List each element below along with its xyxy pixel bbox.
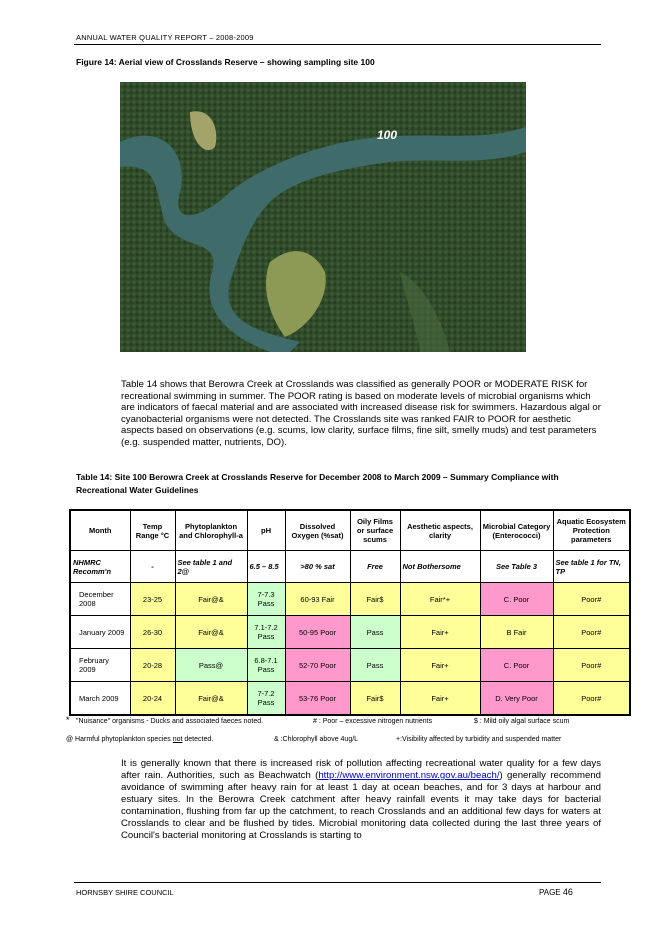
table-cell: December 2008 — [70, 583, 130, 616]
table-cell: March 2009 — [70, 682, 130, 716]
figure-caption: Figure 14: Aerial view of Crosslands Reserve – showing sampling site 100 — [76, 57, 375, 67]
table-cell: Not Bothersome — [400, 551, 480, 583]
table-cell: C. Poor — [480, 583, 553, 616]
nhmrc-row — [70, 551, 630, 583]
column-header: Microbial Category (Enterococci) — [480, 510, 553, 551]
footnote-nuisance: "Nuisance" organisms - Ducks and associated faeces noted. — [76, 718, 264, 725]
table-cell: 60-93 Fair — [285, 583, 350, 616]
table-cell: Fair@& — [175, 682, 247, 716]
paragraph-intro: Table 14 shows that Berowra Creek at Crosslands was classified as generally POOR or MODERATE RISK for recreational swimming in summer. The POOR rating is based on moderate levels of microbial organisms which are indicators of faecal material and are associated with increased disease risk for swimmers. Hazardous algal or cyanobacterial organisms were not detected. The Crosslands site was ranked FAIR to POOR for aesthetic aspects based on observations (e.g. scums, low clarity, surface films, fine silt, smelly muds) and test parameters (e.g. suspended matter, nutrients, DO). — [121, 379, 601, 448]
table-row — [70, 649, 630, 682]
table-cell: Fair$ — [350, 682, 400, 716]
table-cell: February 2009 — [70, 649, 130, 682]
table-cell: NHMRC Recomm'n — [70, 551, 130, 583]
table-cell: Poor# — [553, 583, 630, 616]
table-cell: >80 % sat — [285, 551, 350, 583]
table-cell: See table 1 for TN, TP — [553, 551, 630, 583]
column-header: Oily Films or surface scums — [350, 510, 400, 551]
table-cell: 53-76 Poor — [285, 682, 350, 716]
table-cell: Pass@ — [175, 649, 247, 682]
table-cell: January 2009 — [70, 616, 130, 649]
footer-rule — [74, 882, 601, 883]
column-header: Aesthetic aspects, clarity — [400, 510, 480, 551]
table-cell: Fair+ — [400, 616, 480, 649]
report-header: ANNUAL WATER QUALITY REPORT – 2008-2009 — [76, 33, 254, 42]
footnote-star: * — [66, 715, 70, 725]
column-header: pH — [247, 510, 285, 551]
table-cell: Poor# — [553, 649, 630, 682]
table-cell: Pass — [350, 649, 400, 682]
footer-council: HORNSBY SHIRE COUNCIL — [76, 888, 174, 897]
table-cell: Fair*+ — [400, 583, 480, 616]
column-header: Phytoplankton and Chlorophyll-a — [175, 510, 247, 551]
table-cell: B Fair — [480, 616, 553, 649]
table-row — [70, 616, 630, 649]
table-cell: Fair@& — [175, 616, 247, 649]
table-row — [70, 583, 630, 616]
table-caption: Table 14: Site 100 Berowra Creek at Crosslands Reserve for December 2008 to March 2009 – Summary Compliance with Recreational Water Guidelines — [76, 472, 559, 495]
table-cell: Poor# — [553, 616, 630, 649]
footnote-nitrogen: # : Poor – excessive nitrogen nutrients — [313, 718, 433, 725]
table-cell: See table 1 and 2@ — [175, 551, 247, 583]
table-cell: Fair+ — [400, 682, 480, 716]
table-cell: 20-28 — [130, 649, 175, 682]
footnote-oily: $ : Mild oily algal surface scum — [474, 718, 570, 725]
table-cell: Fair$ — [350, 583, 400, 616]
table-cell: 50-95 Poor — [285, 616, 350, 649]
table-cell: 52-70 Poor — [285, 649, 350, 682]
table-cell: - — [130, 551, 175, 583]
header-rule — [74, 44, 601, 45]
column-header: Dissolved Oxygen (%sat) — [285, 510, 350, 551]
page-number: PAGE 46 — [539, 887, 573, 897]
table-cell: 20-24 — [130, 682, 175, 716]
table-cell: 26-30 — [130, 616, 175, 649]
table-cell: Fair+ — [400, 649, 480, 682]
table-cell: 6.8-7.1 Pass — [247, 649, 285, 682]
paragraph-rain-risk: It is generally known that there is increased risk of pollution affecting recreational water quality for a few days after rain. Authorities, such as Beachwatch (http://www.environment.nsw.gov.au/beach/) generally recommend avoidance of swimming after heavy rain for at least 1 day at ocean beaches, and for 3 days at harbour and estuary sites. In the Berowra Creek catchment after heavy rainfall events it may take days for bacterial contamination, flushing from far up the catchment, to reach Crosslands and an additional few days for waters at Crosslands to clear and be flushed by tides. Microbial monitoring data collected during the last three years of Council's bacterial monitoring at Crosslands is starting to — [121, 758, 601, 841]
footnote-chlorophyll: & :Chlorophyll above 4ug/L — [274, 736, 359, 743]
table-cell: D. Very Poor — [480, 682, 553, 716]
footnote-visibility: +:Visibility affected by turbidity and suspended matter — [396, 736, 562, 743]
table-header-row — [70, 510, 630, 551]
table-cell: C. Poor — [480, 649, 553, 682]
table-cell: 7-7.2 Pass — [247, 682, 285, 716]
footnote-harmful: @ Harmful phytoplankton species not detected. — [66, 736, 214, 743]
compliance-table — [69, 509, 631, 716]
beachwatch-link[interactable]: http://www.environment.nsw.gov.au/beach/ — [318, 770, 500, 781]
table-cell: Poor# — [553, 682, 630, 716]
table-cell: 23-25 — [130, 583, 175, 616]
table-cell: Free — [350, 551, 400, 583]
table-cell: 7-7.3 Pass — [247, 583, 285, 616]
table-cell: See Table 3 — [480, 551, 553, 583]
column-header: Temp Range °C — [130, 510, 175, 551]
column-header: Aquatic Ecosystem Protection parameters — [553, 510, 630, 551]
table-row — [70, 682, 630, 716]
column-header: Month — [70, 510, 130, 551]
table-cell: 7.1-7.2 Pass — [247, 616, 285, 649]
aerial-photo — [120, 82, 526, 352]
table-cell: Fair@& — [175, 583, 247, 616]
table-cell: Pass — [350, 616, 400, 649]
site-100-label: 100 — [377, 128, 398, 142]
table-cell: 6.5 – 8.5 — [247, 551, 285, 583]
